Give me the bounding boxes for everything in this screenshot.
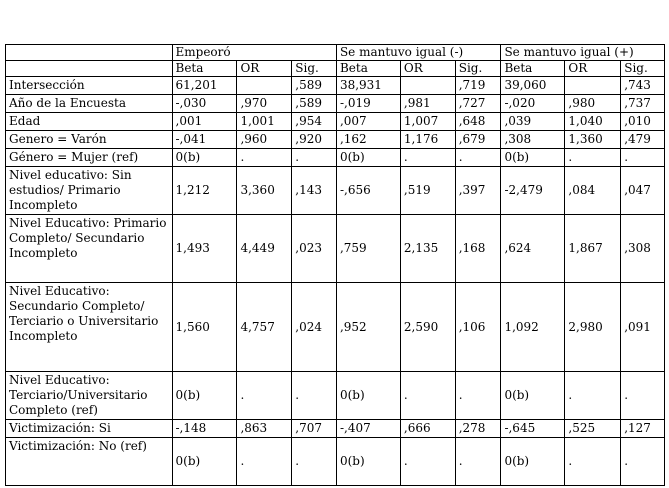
data-cell: ,952 [336,283,400,372]
data-cell: ,525 [565,420,621,438]
data-cell: . [565,438,621,486]
data-cell: 61,201 [172,77,237,95]
data-cell: ,143 [292,167,337,215]
data-cell: ,737 [621,95,665,113]
data-cell: -2,479 [501,167,565,215]
data-cell: . [237,438,292,486]
data-cell: 4,449 [237,215,292,283]
table-row [6,167,665,215]
data-cell: ,980 [565,95,621,113]
data-cell: ,759 [336,215,400,283]
data-cell: ,970 [237,95,292,113]
data-cell: 1,867 [565,215,621,283]
data-cell: 3,360 [237,167,292,215]
data-cell: . [237,372,292,420]
data-cell: -,645 [501,420,565,438]
data-cell: . [455,438,501,486]
data-cell: ,727 [455,95,501,113]
row-label: Nivel Educativo: Primario Completo/ Secundario Incompleto [6,215,173,283]
data-cell: 1,001 [237,113,292,131]
table-row [6,95,665,113]
table-row [6,420,665,438]
data-cell: . [565,149,621,167]
data-cell: -,030 [172,95,237,113]
subheader-cell: Sig. [292,61,337,77]
data-cell: 0(b) [336,372,400,420]
data-cell: ,001 [172,113,237,131]
data-cell: ,954 [292,113,337,131]
subheader-corner-cell [6,61,173,77]
data-cell: ,920 [292,131,337,149]
data-cell: ,679 [455,131,501,149]
data-cell: 1,176 [400,131,455,149]
data-cell: 4,757 [237,283,292,372]
data-cell: 2,980 [565,283,621,372]
row-label: Edad [6,113,173,131]
table-row [6,131,665,149]
data-cell: ,010 [621,113,665,131]
table-row [6,113,665,131]
data-cell: ,039 [501,113,565,131]
data-cell: ,397 [455,167,501,215]
data-cell: . [400,149,455,167]
data-cell: 1,092 [501,283,565,372]
data-cell: . [400,438,455,486]
subheader-cell: Beta [336,61,400,77]
row-label: Año de la Encuesta [6,95,173,113]
row-label: Intersección [6,77,173,95]
row-label: Nivel Educativo: Terciario/Universitario Completo (ref) [6,372,173,420]
subheader-cell: Sig. [455,61,501,77]
row-label: Nivel Educativo: Secundario Completo/ Terciario o Universitario Incompleto [6,283,173,372]
data-cell: . [292,149,337,167]
row-label: Nivel educativo: Sin estudios/ Primario Incompleto [6,167,173,215]
data-cell: -,148 [172,420,237,438]
data-cell: 1,560 [172,283,237,372]
data-cell: . [621,149,665,167]
data-cell: ,624 [501,215,565,283]
data-cell [237,77,292,95]
data-cell: . [237,149,292,167]
data-cell: ,024 [292,283,337,372]
data-cell: ,162 [336,131,400,149]
data-cell [400,77,455,95]
data-cell: ,589 [292,95,337,113]
data-cell: . [292,372,337,420]
data-cell: . [621,372,665,420]
data-cell: 1,360 [565,131,621,149]
group-header-mantuvo-mas: Se mantuvo igual (+) [501,45,665,61]
data-cell: . [455,149,501,167]
subheader-cell: OR [400,61,455,77]
data-cell: ,023 [292,215,337,283]
data-cell: 0(b) [172,149,237,167]
data-cell: 0(b) [336,149,400,167]
data-cell: . [400,372,455,420]
group-header-row [6,45,665,61]
data-cell: ,091 [621,283,665,372]
data-cell: . [292,438,337,486]
data-cell: 1,040 [565,113,621,131]
data-cell: 39,060 [501,77,565,95]
data-cell: ,168 [455,215,501,283]
data-cell: 1,212 [172,167,237,215]
data-cell: -,656 [336,167,400,215]
data-cell: . [455,372,501,420]
table-row [6,149,665,167]
data-cell: 0(b) [501,372,565,420]
data-cell: 38,931 [336,77,400,95]
data-cell: 2,135 [400,215,455,283]
row-label: Victimización: Si [6,420,173,438]
row-label: Victimización: No (ref) [6,438,173,486]
data-cell: ,666 [400,420,455,438]
data-cell: 0(b) [172,438,237,486]
data-cell: ,589 [292,77,337,95]
data-cell: -,041 [172,131,237,149]
data-cell: ,278 [455,420,501,438]
data-cell: -,019 [336,95,400,113]
data-cell: ,707 [292,420,337,438]
row-label: Género = Mujer (ref) [6,149,173,167]
data-cell: ,127 [621,420,665,438]
data-cell: ,308 [501,131,565,149]
data-cell: ,519 [400,167,455,215]
table-row [6,438,665,486]
subheader-row [6,61,665,77]
data-cell: ,479 [621,131,665,149]
data-cell: . [565,372,621,420]
data-cell: ,719 [455,77,501,95]
table-row [6,77,665,95]
row-label: Genero = Varón [6,131,173,149]
data-cell: ,981 [400,95,455,113]
data-cell: 2,590 [400,283,455,372]
group-header-empeoro: Empeoró [172,45,336,61]
table-row [6,283,665,372]
table-row [6,372,665,420]
subheader-cell: Sig. [621,61,665,77]
data-cell: -,020 [501,95,565,113]
data-cell: ,743 [621,77,665,95]
header-corner-cell [6,45,173,61]
regression-results-table [5,44,665,486]
data-cell: ,648 [455,113,501,131]
subheader-cell: Beta [501,61,565,77]
data-cell: -,407 [336,420,400,438]
data-cell: ,007 [336,113,400,131]
subheader-cell: Beta [172,61,237,77]
data-cell: . [621,438,665,486]
data-cell: 0(b) [501,438,565,486]
data-cell: 0(b) [336,438,400,486]
data-cell: ,047 [621,167,665,215]
table-row [6,215,665,283]
group-header-mantuvo-menos: Se mantuvo igual (-) [336,45,500,61]
subheader-cell: OR [565,61,621,77]
data-cell: 1,493 [172,215,237,283]
data-cell: 1,007 [400,113,455,131]
data-cell: ,308 [621,215,665,283]
data-cell: ,106 [455,283,501,372]
subheader-cell: OR [237,61,292,77]
data-cell: ,863 [237,420,292,438]
data-cell: ,960 [237,131,292,149]
data-cell: 0(b) [172,372,237,420]
data-cell: 0(b) [501,149,565,167]
data-cell [565,77,621,95]
data-cell: ,084 [565,167,621,215]
